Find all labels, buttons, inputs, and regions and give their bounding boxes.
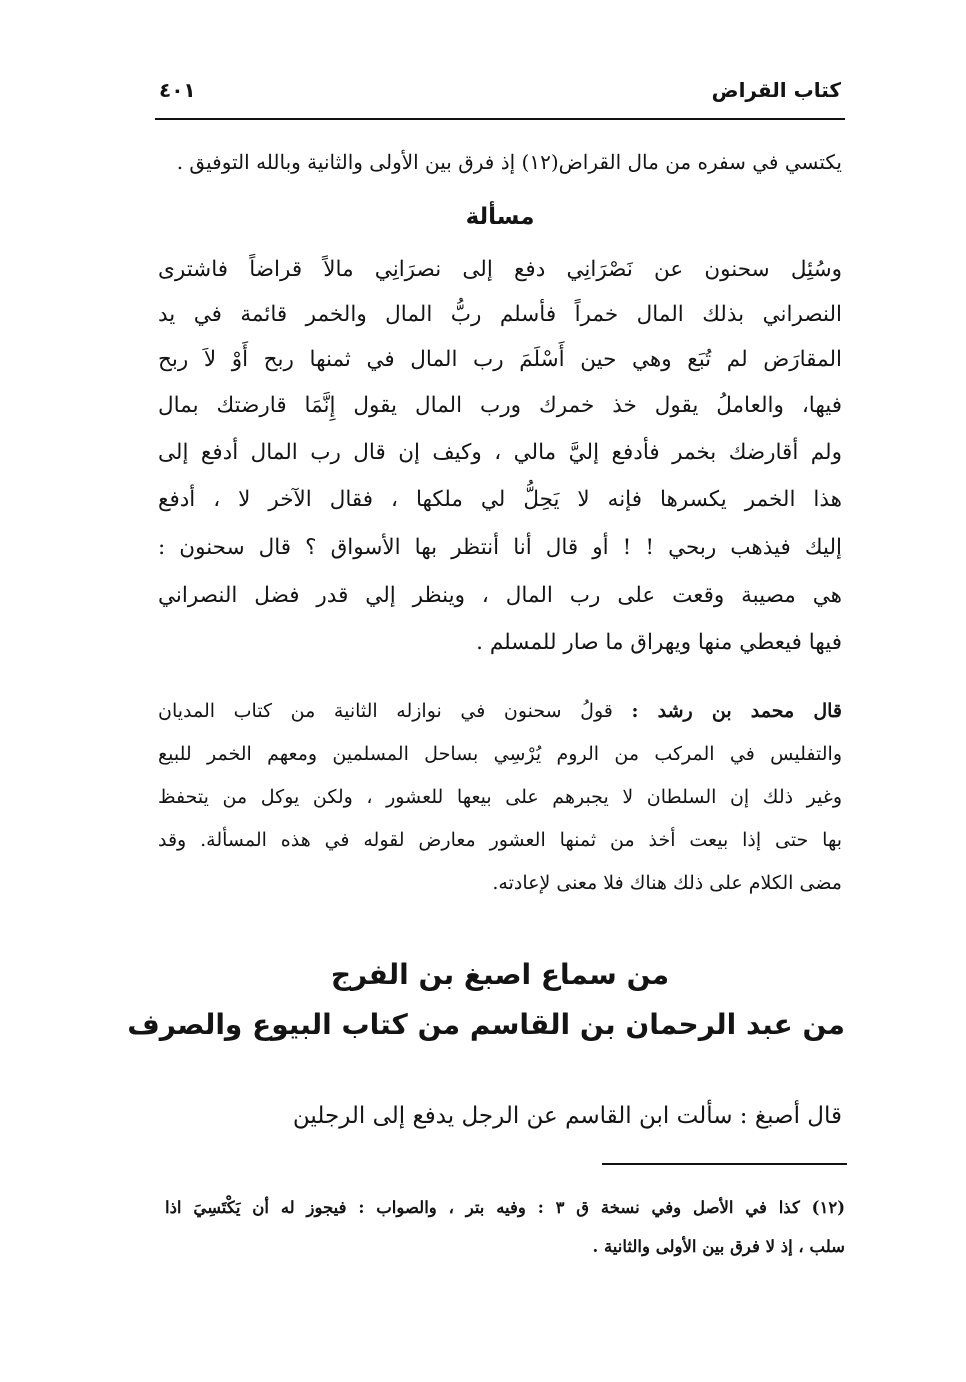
section2-line-1: قال أصبغ : سألت ابن القاسم عن الرجل يدفع إلى الرجلين bbox=[292, 1103, 842, 1129]
commentary-lead: قال محمد بن رشد : bbox=[631, 700, 842, 722]
running-title: كتاب القراض bbox=[711, 78, 841, 102]
body-line-2: النصراني بذلك المال خمراً فأسلم ربُّ المال والخمر قائمة في يد bbox=[158, 302, 842, 327]
body-line-4: فيها، والعاملُ يقول خذ خمرك ورب المال يقول إِنَّمَا قارضتك بمال bbox=[158, 393, 842, 418]
body-line-3: المقارَض لم تُبَع وهي حين أَسْلَمَ رب المال في ثمنها ربح أَوْ لاَ ربح bbox=[158, 347, 842, 372]
footnote-line-1: (١٢) كذا في الأصل وفي نسخة ق ٣ : وفيه بتر ، والصواب : فيجوز له أن يَكْتَسِيَ اذا bbox=[165, 1198, 845, 1217]
commentary-line-4: بها حتى إذا بيعت أخذ من ثمنها العشور معارض لقوله في هذه المسألة. وقد bbox=[158, 829, 842, 851]
body-line-8: هي مصيبة وقعت على رب المال ، وينظر إلي قدر فضل النصراني bbox=[158, 583, 842, 608]
body-line-1: وسُئِل سحنون عن نَصْرَانِي دفع إلى نصرَانِي مالاً قراضاً فاشترى bbox=[158, 257, 842, 282]
commentary-line-2: والتفليس في المركب من الروم يُرْسِي بساحل المسلمين ومعهم الخمر للبيع bbox=[158, 743, 842, 765]
commentary-first-rest: قولُ سحنون في نوازله الثانية من كتاب المديان bbox=[158, 700, 632, 722]
commentary-line-1 bbox=[158, 700, 842, 722]
commentary-line-3: وغير ذلك إن السلطان لا يجبرهم على بيعها للعشور ، ولكن يوكل من يتحفظ bbox=[158, 786, 842, 808]
continuation-line: يكتسي في سفره من مال القراض(١٢) إذ فرق بين الأولى والثانية وبالله التوفيق . bbox=[176, 150, 842, 174]
section-title-masala: مسألة bbox=[465, 204, 535, 230]
page-number: ٤٠١ bbox=[159, 78, 196, 102]
body-line-9: فيها فيعطي منها ويهراق ما صار للمسلم . bbox=[476, 630, 842, 655]
footnote-separator bbox=[602, 1163, 847, 1165]
commentary-line-5: مضى الكلام على ذلك هناك فلا معنى لإعادته. bbox=[492, 872, 842, 894]
body-line-7: إليك فيذهب ربحي ! ! أو قال أنا أنتظر بها الأسواق ؟ قال سحنون : bbox=[158, 535, 842, 560]
section-heading-1: من سماع اصبغ بن الفرج bbox=[330, 958, 670, 991]
page-header bbox=[155, 78, 845, 120]
footnote-line-2: سلب ، إذ لا فرق بين الأولى والثانية . bbox=[592, 1237, 845, 1256]
body-line-5: ولم أقارضك بخمر فأدفع إليَّ مالي ، وكيف إن قال رب المال أدفع إلى bbox=[158, 440, 842, 465]
section-heading-2: من عبد الرحمان بن القاسم من كتاب البيوع والصرف bbox=[127, 1008, 845, 1041]
body-line-6: هذا الخمر يكسرها فإنه لا يَحِلُّ لي ملكها ، فقال الآخر لا ، أدفع bbox=[158, 487, 842, 512]
